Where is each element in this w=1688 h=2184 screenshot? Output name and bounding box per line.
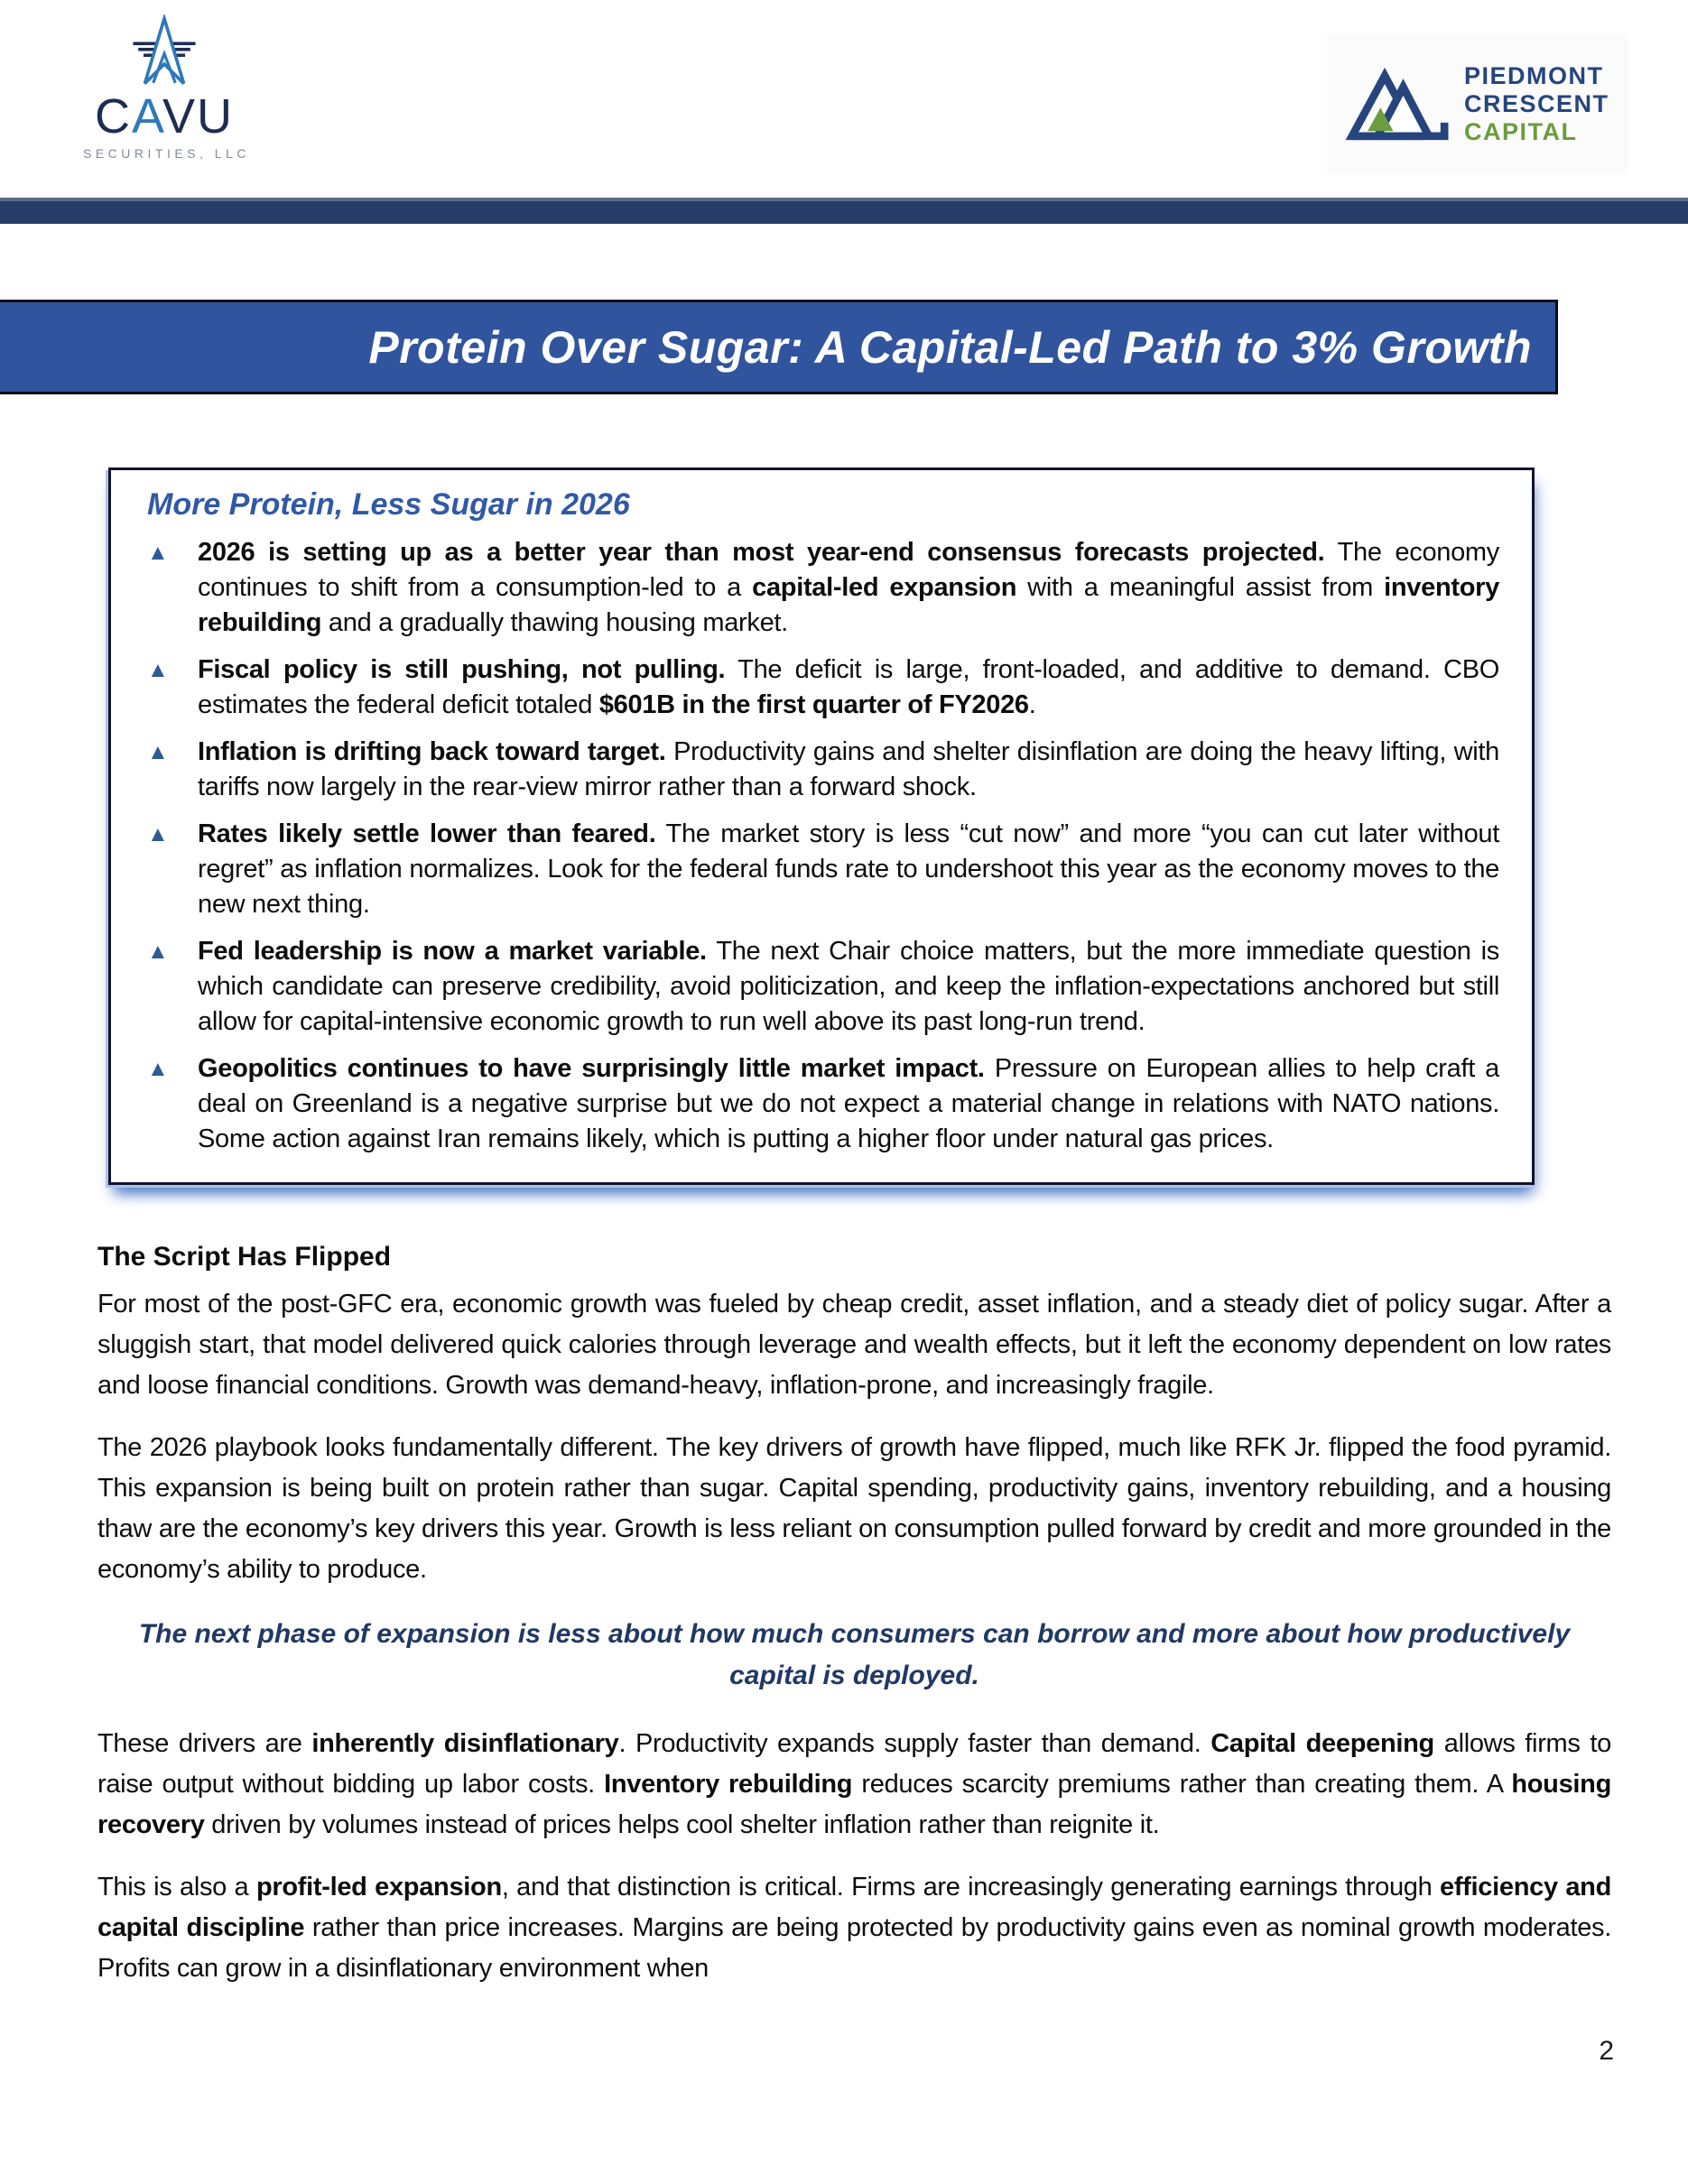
cavu-securities-logo xyxy=(83,14,250,161)
page-content xyxy=(97,467,1611,2011)
bullet-text: 2026 is setting up as a better year than most year-end consensus forecasts projected. The economy continues to shift from a consumption-led to a capital-led expansion with a meaningful assist from inventory rebuilding and a gradually thawing housing market. xyxy=(198,538,1499,637)
bullet-text: Geopolitics continues to have surprisingly little market impact. Pressure on European allies to help craft a deal on Greenland is a negative surprise but we do not expect a material change in relations with NATO nations. Some action against Iran remains likely, which is putting a higher floor under natural gas prices. xyxy=(198,1054,1499,1153)
piedmont-wordmark xyxy=(1464,62,1609,146)
pull-quote: The next phase of expansion is less about how much consumers can borrow and more about how productively capital is deployed. xyxy=(138,1619,1571,1690)
piedmont-word-line3: CAPITAL xyxy=(1464,117,1578,145)
bullet-text: Rates likely settle lower than feared. The market story is less “cut now” and more “you can cut later without regret” as inflation normalizes. Look for the federal funds rate to undershoot this year as the economy moves to the new next thing. xyxy=(198,819,1499,919)
piedmont-mountain-icon xyxy=(1345,60,1451,147)
bullet-item xyxy=(147,535,1499,641)
piedmont-crescent-capital-logo xyxy=(1327,34,1628,173)
cavu-wordmark: CAVU xyxy=(94,89,235,143)
header-divider-bar xyxy=(0,198,1688,224)
bullet-text: Inflation is drifting back toward target. Productivity gains and shelter disinflation are doing the heavy lifting, with tariffs now largely in the rear-view mirror rather than a forward shock. xyxy=(198,737,1500,801)
bullet-item xyxy=(147,817,1499,922)
section-heading: The Script Has Flipped xyxy=(97,1242,392,1272)
body-paragraph: These drivers are inherently disinflationary. Productivity expands supply faster than demand. Capital deepening allows firms to raise output without bidding up labor costs. Inventory rebuilding reduces scarcity premiums rather than creating them. A housing recovery driven by volumes instead of prices helps cool shelter inflation rather than reignite it. xyxy=(97,1729,1612,1839)
body-paragraph: For most of the post-GFC era, economic growth was fueled by cheap credit, asset inflation, and a steady diet of policy sugar. After a sluggish start, that model delivered quick calories through leverage and wealth effects, but it left the economy dependent on low rates and loose financial conditions. Growth was demand-heavy, inflation-prone, and increasingly fragile. xyxy=(97,1290,1611,1400)
triangle-bullet-icon: ▲ xyxy=(147,1057,169,1081)
triangle-bullet-icon: ▲ xyxy=(147,822,169,847)
cavu-subtitle: SECURITIES, LLC xyxy=(83,146,250,161)
triangle-bullet-icon: ▲ xyxy=(147,658,169,682)
triangle-bullet-icon: ▲ xyxy=(147,541,169,565)
page-number: 2 xyxy=(1599,2036,1614,2066)
cavu-letter-a: A xyxy=(131,89,162,143)
body-paragraph: This is also a profit-led expansion, and that distinction is critical. Firms are increasingly generating earnings through efficiency and capital discipline rather than price increases. Margins are being protected by productivity gains even as nominal growth moderates. Profits can grow in a disinflationary environment when xyxy=(97,1873,1611,1983)
summary-callout-box xyxy=(108,467,1535,1185)
body-paragraph: The 2026 playbook looks fundamentally different. The key drivers of growth have flipped, much like RFK Jr. flipped the food pyramid. This expansion is being built on protein rather than sugar. Capital spending, productivity gains, inventory rebuilding, and a housing thaw are the economy’s key drivers this year. Growth is less reliant on consumption pulled forward by credit and more grounded in the economy’s ability to produce. xyxy=(97,1433,1611,1584)
bullet-item xyxy=(147,652,1499,723)
bullet-text: Fiscal policy is still pushing, not pulling. The deficit is large, front-loaded, and additive to demand. CBO estimates the federal deficit totaled $601B in the first quarter of FY2026. xyxy=(198,655,1499,719)
callout-heading: More Protein, Less Sugar in 2026 xyxy=(147,487,630,522)
bullet-item xyxy=(147,934,1499,1040)
triangle-bullet-icon: ▲ xyxy=(147,939,169,964)
cavu-star-icon xyxy=(132,14,197,90)
triangle-bullet-icon: ▲ xyxy=(147,740,169,764)
bullet-text: Fed leadership is now a market variable. The next Chair choice matters, but the more immediate question is which candidate can preserve credibility, avoid politicization, and keep the inflation-expectations anchored but still allow for capital-intensive economic growth to run well above its past long-run trend. xyxy=(198,937,1499,1036)
piedmont-word-line1: PIEDMONT xyxy=(1464,61,1604,89)
report-title: Protein Over Sugar: A Capital-Led Path to 3% Growth xyxy=(368,321,1532,373)
title-banner xyxy=(0,300,1558,394)
bullet-item xyxy=(147,735,1499,805)
bullet-item xyxy=(147,1051,1499,1157)
piedmont-word-line2: CRESCENT xyxy=(1464,89,1609,117)
